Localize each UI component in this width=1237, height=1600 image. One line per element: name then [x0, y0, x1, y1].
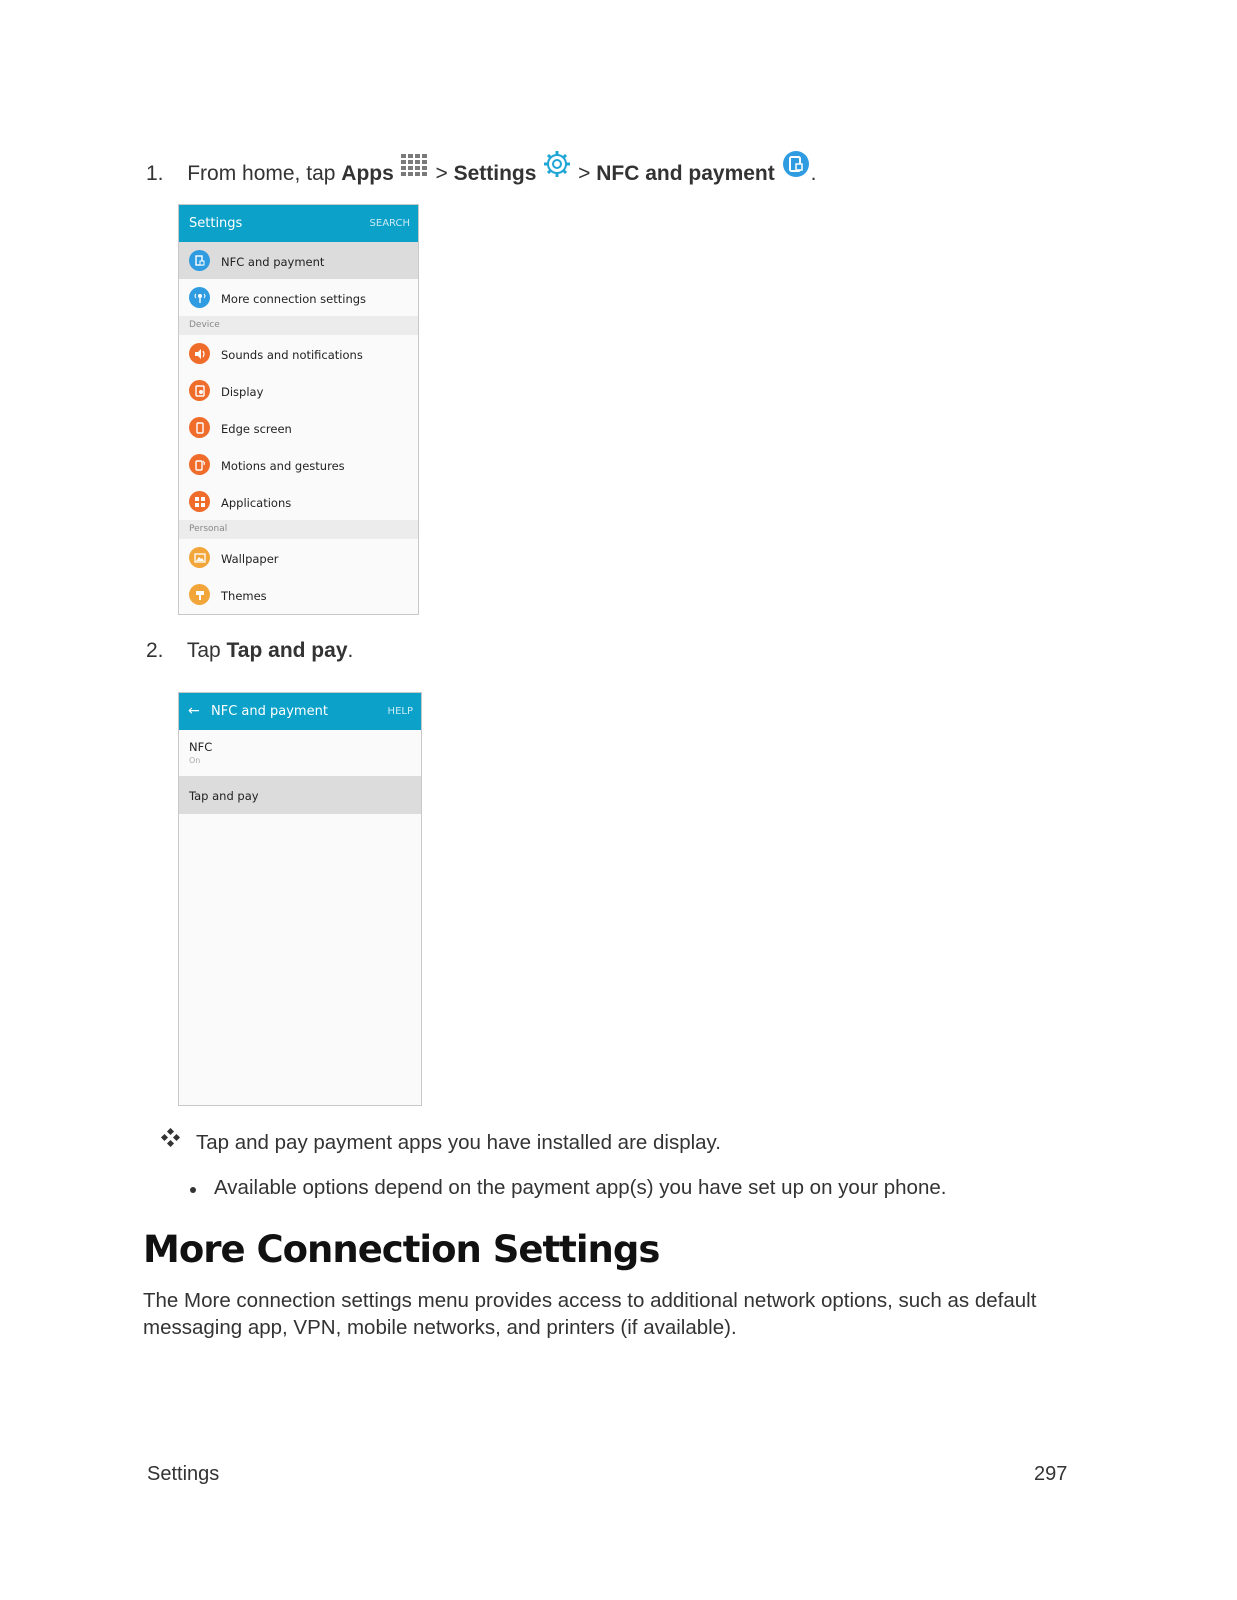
step-text: Tap: [186, 639, 221, 662]
menu-item-label: Motions and gestures: [221, 459, 345, 473]
section-heading: More Connection Settings: [143, 1228, 660, 1271]
nfc-payment-screenshot: [178, 692, 422, 1106]
speaker-icon: [189, 343, 210, 364]
nfc-toggle-row[interactable]: [179, 730, 421, 776]
nfc-icon: [189, 250, 210, 271]
section-device: [179, 316, 418, 335]
settings-title: Settings: [189, 216, 243, 231]
menu-item-label: NFC and payment: [221, 255, 325, 269]
separator: >: [435, 162, 448, 185]
menu-item-label: Sounds and notifications: [221, 348, 363, 362]
bullet-sub: Available options depend on the payment app(s) you have set up on your phone.: [214, 1176, 947, 1199]
step-end: .: [347, 639, 354, 662]
step-number: 1.: [146, 162, 164, 185]
edge-icon: [189, 417, 210, 438]
settings-header: [179, 205, 418, 242]
section-label: Personal: [189, 524, 228, 534]
help-button[interactable]: HELP: [387, 706, 413, 717]
nfc-title: NFC and payment: [211, 704, 328, 719]
menu-item-label: More connection settings: [221, 292, 367, 306]
step-text: From home, tap: [187, 162, 336, 185]
menu-item-themes[interactable]: [179, 576, 418, 613]
step-1: [146, 150, 816, 186]
menu-item-applications[interactable]: [179, 483, 418, 520]
nfc-payment-icon: [781, 150, 811, 186]
nfc-header: [179, 693, 421, 730]
apps-label: Apps: [341, 162, 394, 185]
step-number: 2.: [146, 639, 164, 662]
tap-and-pay-label: Tap and pay: [189, 789, 259, 803]
settings-screenshot: [178, 204, 419, 615]
menu-item-nfc-payment[interactable]: [179, 242, 418, 279]
section-personal: [179, 520, 418, 539]
menu-item-label: Applications: [221, 496, 292, 510]
page-number: 297: [1034, 1463, 1068, 1485]
settings-gear-icon: [542, 150, 572, 186]
menu-item-wallpaper[interactable]: [179, 539, 418, 576]
apps-grid-icon: [400, 152, 430, 186]
menu-item-edge-screen[interactable]: [179, 409, 418, 446]
menu-item-label: Themes: [221, 589, 267, 603]
section-label: Device: [189, 320, 220, 330]
section-body: The More connection settings menu provides access to additional network options, such as default messaging app, VPN, mobile networks, and printers (if available).: [143, 1289, 1037, 1339]
search-button[interactable]: SEARCH: [369, 218, 410, 229]
motion-icon: [189, 454, 210, 475]
menu-item-more-connection[interactable]: [179, 279, 418, 316]
wallpaper-icon: [189, 547, 210, 568]
back-arrow-icon[interactable]: ←: [188, 703, 200, 719]
network-icon: [189, 287, 210, 308]
separator: >: [578, 162, 591, 185]
bullet-main: Tap and pay payment apps you have installed are display.: [196, 1131, 721, 1154]
diamond-bullet-icon: [160, 1128, 182, 1155]
tap-and-pay-label: Tap and pay: [226, 639, 348, 662]
themes-icon: [189, 584, 210, 605]
nfc-label: NFC: [189, 740, 213, 754]
round-bullet-icon: [190, 1187, 196, 1193]
apps-icon: [189, 491, 210, 512]
footer-section-label: Settings: [147, 1463, 220, 1485]
nfc-status: On: [189, 756, 201, 765]
settings-label: Settings: [453, 162, 537, 185]
menu-item-display[interactable]: [179, 372, 418, 409]
menu-item-label: Wallpaper: [221, 552, 279, 566]
display-icon: [189, 380, 210, 401]
menu-item-motions[interactable]: [179, 446, 418, 483]
nfc-label: NFC and payment: [596, 162, 775, 185]
menu-item-sounds[interactable]: [179, 335, 418, 372]
tap-and-pay-row[interactable]: [179, 776, 421, 814]
step-2: [146, 639, 353, 663]
menu-item-label: Display: [221, 385, 264, 399]
step-end: .: [810, 162, 817, 185]
menu-item-label: Edge screen: [221, 422, 292, 436]
